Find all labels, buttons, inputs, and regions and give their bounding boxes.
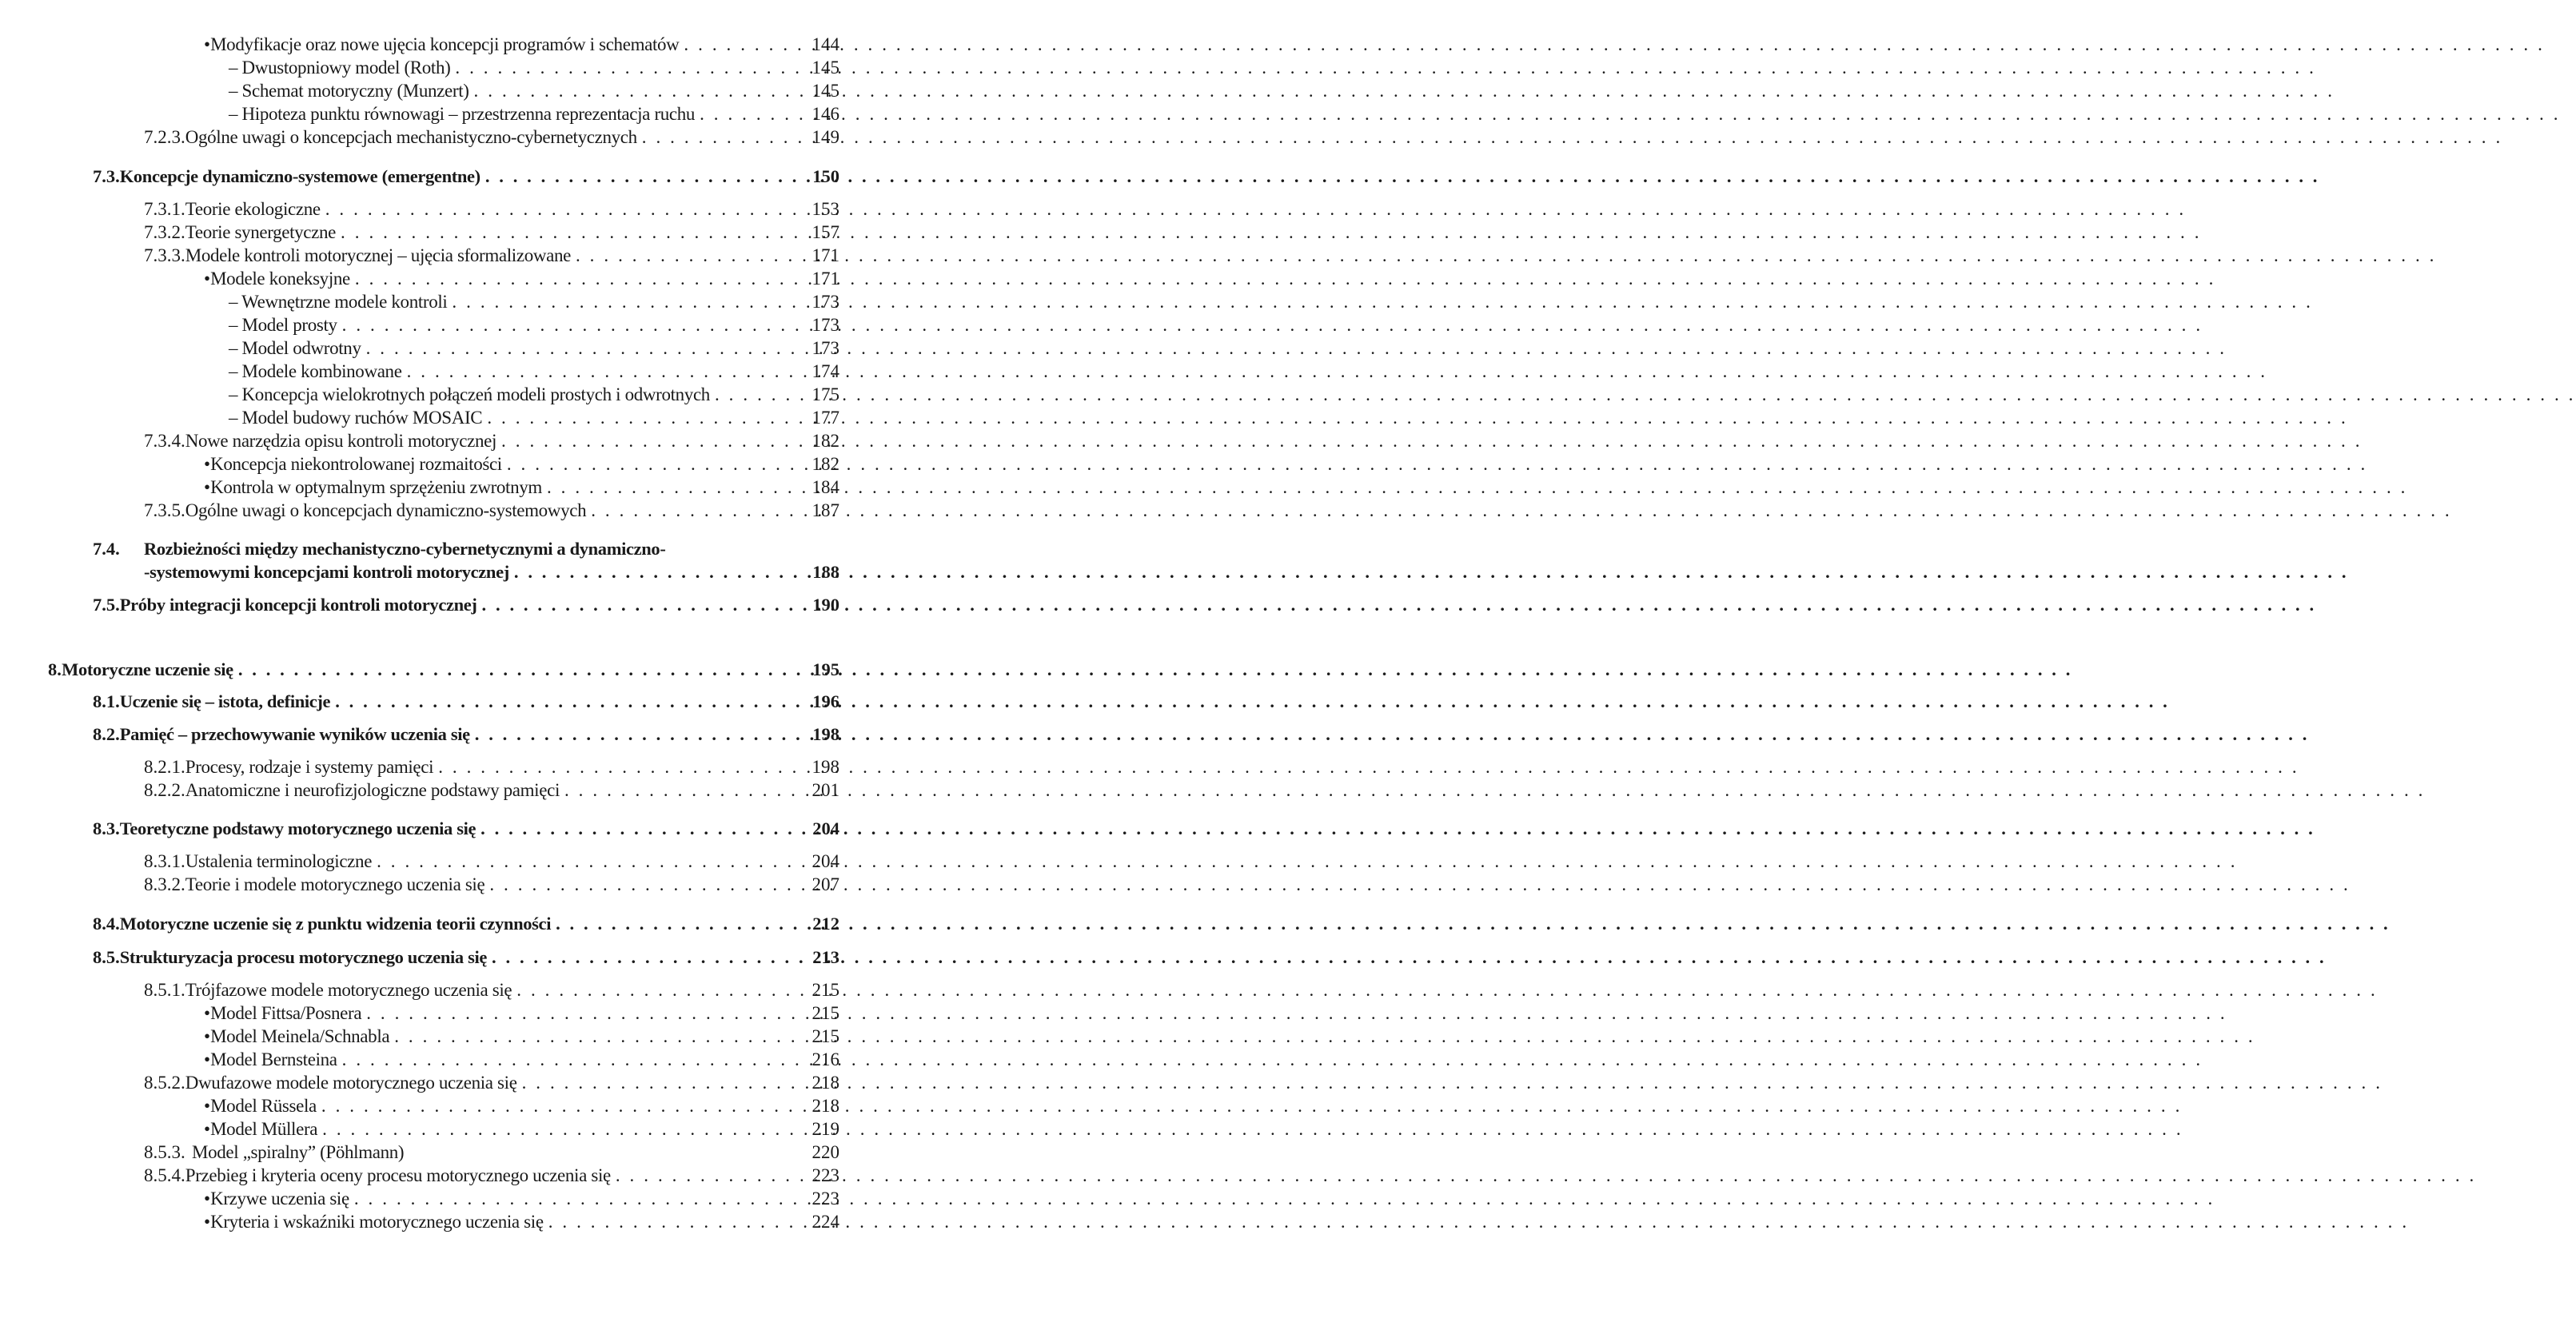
toc-entry-title: – Hipoteza punktu równowagi – przestrzenna reprezentacja ruchu — [229, 104, 696, 124]
toc-entry-title: Motoryczne uczenie się z punktu widzenia teorii czynności — [119, 914, 552, 934]
toc-entry-page: 198 — [811, 757, 839, 777]
dot-leader — [455, 57, 798, 79]
toc-entry-title: Koncepcja niekontrolowanej rozmaitości — [210, 454, 502, 474]
toc-entry — [204, 1025, 839, 1048]
toc-entry-page: 198 — [812, 724, 839, 744]
toc-entry-page: 215 — [811, 980, 839, 1000]
dot-leader — [366, 1002, 798, 1025]
toc-entry-page: 224 — [811, 1212, 839, 1232]
toc-entry — [204, 1188, 839, 1210]
bullet-icon: • — [204, 477, 211, 497]
bullet-icon: • — [204, 1003, 211, 1023]
toc-entry-page: 215 — [811, 1026, 839, 1046]
dot-leader — [341, 221, 798, 244]
bullet-icon: • — [204, 1026, 211, 1046]
bullet-icon: • — [204, 269, 211, 289]
toc-entry — [204, 1002, 839, 1025]
dot-leader — [355, 268, 798, 290]
toc-entry — [229, 407, 839, 429]
toc-entry-number: 8.2. — [93, 724, 120, 744]
toc-entry-title: Modele koneksyjne — [210, 269, 350, 289]
bullet-icon: • — [204, 1212, 211, 1232]
toc-entry-page: 173 — [811, 315, 839, 335]
toc-entry — [93, 818, 839, 840]
toc-entry-page: 188 — [812, 562, 839, 582]
bullet-icon: • — [204, 454, 211, 474]
toc-entry — [144, 561, 839, 583]
toc-entry-title: Model „spiralny” (Pöhlmann) — [192, 1142, 405, 1162]
toc-entry-page: 204 — [812, 818, 839, 838]
toc-entry-page: 146 — [811, 104, 839, 124]
dot-leader — [616, 1165, 798, 1187]
toc-entry-number: 8.2.2. — [144, 780, 185, 800]
dot-leader — [547, 476, 798, 499]
toc-entry — [204, 476, 839, 499]
toc-entry-page: 196 — [812, 691, 839, 711]
dot-leader — [556, 913, 798, 935]
toc-entry-page: 223 — [811, 1189, 839, 1209]
toc-entry-page: 145 — [811, 81, 839, 101]
toc-entry — [144, 126, 839, 149]
toc-entry-number: 7.3.2. — [144, 222, 185, 242]
dot-leader — [507, 453, 798, 476]
dot-leader — [452, 291, 798, 313]
toc-entry-number: 7.3.3. — [144, 245, 185, 265]
dot-leader — [321, 1095, 798, 1117]
toc-entry — [229, 384, 839, 406]
toc-entry-number: 7.3.1. — [144, 199, 185, 219]
toc-entry-number: 8.1. — [93, 691, 120, 711]
toc-entry — [93, 723, 839, 746]
toc-entry-page: 145 — [811, 58, 839, 78]
toc-entry-page: 171 — [811, 245, 839, 265]
toc-entry — [48, 659, 839, 681]
toc-entry-number: 8.2.1. — [144, 757, 185, 777]
toc-entry — [144, 1072, 839, 1094]
toc-entry-page: 218 — [811, 1096, 839, 1116]
toc-entry — [93, 913, 839, 935]
toc-entry — [229, 57, 839, 79]
dot-leader — [501, 430, 798, 452]
dot-leader — [489, 874, 798, 896]
table-of-contents — [0, 0, 889, 1330]
toc-entry-page: 144 — [811, 34, 839, 54]
toc-entry-number: 8.3. — [93, 818, 120, 838]
toc-entry-page: 219 — [811, 1119, 839, 1139]
dot-leader — [715, 384, 798, 406]
toc-entry-page: 215 — [811, 1003, 839, 1023]
toc-entry-page: 220 — [811, 1142, 839, 1162]
toc-entry-title: Pamięć – przechowywanie wyników uczenia się — [119, 724, 470, 744]
toc-entry — [144, 198, 839, 221]
toc-entry — [144, 850, 839, 873]
toc-entry-title: Model Rüssela — [210, 1096, 317, 1116]
toc-entry — [229, 103, 839, 125]
dot-leader — [354, 1188, 798, 1210]
dot-leader — [642, 126, 798, 149]
toc-entry — [144, 1141, 839, 1164]
toc-entry-page: 157 — [811, 222, 839, 242]
toc-entry-title: Strukturyzacja procesu motorycznego uczenia się — [119, 947, 488, 967]
toc-entry-title: Rozbieżności między mechanistyczno-cybernetycznymi a dynamiczno- — [144, 539, 666, 559]
dot-leader — [522, 1072, 798, 1094]
dot-leader — [482, 594, 798, 616]
dot-leader — [492, 946, 798, 969]
toc-entry-number: 8.5.3. — [144, 1142, 185, 1162]
toc-entry — [93, 946, 839, 969]
dot-leader — [474, 80, 798, 102]
toc-entry-title: Teorie synergetyczne — [185, 222, 337, 242]
toc-entry-number: 8.5.2. — [144, 1073, 185, 1093]
dot-leader — [487, 407, 798, 429]
toc-entry-title: – Model budowy ruchów MOSAIC — [229, 408, 483, 428]
bullet-icon: • — [204, 34, 211, 54]
toc-entry — [144, 979, 839, 1001]
toc-entry — [144, 221, 839, 244]
toc-entry-title: Uczenie się – istota, definicje — [119, 691, 331, 711]
toc-entry-page: 190 — [812, 595, 839, 615]
toc-entry-title: Motoryczne uczenie się — [62, 659, 233, 679]
toc-entry — [144, 779, 839, 802]
toc-entry-page: 153 — [811, 199, 839, 219]
dot-leader — [238, 659, 798, 681]
toc-entry-page: 201 — [811, 780, 839, 800]
toc-entry — [229, 314, 839, 336]
toc-entry-title: Przebieg i kryteria oceny procesu motorycznego uczenia się — [185, 1165, 611, 1185]
toc-entry-number: 7.2.3. — [144, 127, 185, 147]
dot-leader — [591, 500, 798, 522]
dot-leader — [475, 723, 798, 746]
toc-entry-page: 223 — [811, 1165, 839, 1185]
dot-leader — [684, 34, 798, 56]
toc-entry-title: Modele kontroli motorycznej – ujęcia sformalizowane — [185, 245, 571, 265]
toc-entry-title: Próby integracji koncepcji kontroli motorycznej — [119, 595, 477, 615]
dot-leader — [576, 245, 798, 267]
toc-entry-title: Model Müllera — [210, 1119, 318, 1139]
toc-entry-page: 173 — [811, 292, 839, 312]
dot-leader — [342, 1049, 798, 1071]
toc-entry-title: Anatomiczne i neurofizjologiczne podstawy pamięci — [185, 780, 560, 800]
toc-entry — [204, 1095, 839, 1117]
toc-entry-title: Teoretyczne podstawy motorycznego uczenia się — [119, 818, 477, 838]
toc-entry-page: 212 — [812, 914, 839, 934]
toc-entry-page: 182 — [811, 431, 839, 451]
toc-entry — [144, 874, 839, 896]
dot-leader — [516, 979, 798, 1001]
toc-entry-title: Dwufazowe modele motorycznego uczenia się — [185, 1073, 517, 1093]
bullet-icon: • — [204, 1119, 211, 1139]
toc-entry-page: 213 — [812, 947, 839, 967]
toc-entry-title: Teorie i modele motorycznego uczenia się — [185, 874, 485, 894]
toc-entry-title: Modyfikacje oraz nowe ujęcia koncepcji programów i schematów — [210, 34, 680, 54]
dot-leader — [438, 756, 798, 778]
toc-entry — [144, 245, 839, 267]
toc-entry-title: Model Meinela/Schnabla — [210, 1026, 390, 1046]
toc-entry-page: 173 — [811, 338, 839, 358]
toc-entry-number: 7.4. — [93, 539, 120, 559]
toc-entry-page: 149 — [811, 127, 839, 147]
toc-entry-page: 177 — [811, 408, 839, 428]
toc-entry-page: 182 — [811, 454, 839, 474]
toc-entry-title: – Modele kombinowane — [229, 361, 402, 381]
toc-entry — [229, 360, 839, 383]
toc-entry-page: 204 — [811, 851, 839, 871]
dot-leader — [481, 818, 798, 840]
toc-entry-title: – Dwustopniowy model (Roth) — [229, 58, 451, 78]
toc-entry-title: Ustalenia terminologiczne — [185, 851, 373, 871]
dot-leader — [514, 561, 798, 583]
toc-entry — [229, 80, 839, 102]
toc-entry-title: Model Fittsa/Posnera — [210, 1003, 362, 1023]
toc-entry-page: 175 — [811, 384, 839, 404]
toc-entry-title: Procesy, rodzaje i systemy pamięci — [185, 757, 434, 777]
toc-entry — [144, 500, 839, 522]
toc-entry-number: 8.5.4. — [144, 1165, 185, 1185]
toc-entry-title: – Schemat motoryczny (Munzert) — [229, 81, 469, 101]
dot-leader — [548, 1211, 798, 1233]
toc-entry — [204, 1211, 839, 1233]
toc-entry — [204, 268, 839, 290]
toc-entry-title: Kryteria i wskaźniki motorycznego uczenia się — [210, 1212, 544, 1232]
toc-entry-page: 150 — [812, 166, 839, 186]
toc-entry-page: 184 — [811, 477, 839, 497]
toc-entry-page: 171 — [811, 269, 839, 289]
toc-entry — [204, 1118, 839, 1141]
bullet-icon: • — [204, 1049, 211, 1069]
toc-entry — [93, 165, 839, 188]
toc-entry — [93, 691, 839, 713]
bullet-icon: • — [204, 1096, 211, 1116]
dot-leader — [322, 1118, 798, 1141]
toc-entry-title: Ogólne uwagi o koncepcjach dynamiczno-systemowych — [185, 500, 587, 520]
toc-entry-title: Nowe narzędzia opisu kontroli motorycznej — [185, 431, 497, 451]
toc-entry-number: 8. — [48, 659, 62, 679]
toc-entry-title: Model Bernsteina — [210, 1049, 337, 1069]
toc-entry — [93, 538, 839, 560]
bullet-icon: • — [204, 1189, 211, 1209]
toc-entry-page: 187 — [811, 500, 839, 520]
toc-entry-number: 8.4. — [93, 914, 120, 934]
toc-entry-title: – Wewnętrzne modele kontroli — [229, 292, 448, 312]
toc-entry-page: 195 — [812, 659, 839, 679]
dot-leader — [366, 337, 798, 360]
dot-leader — [377, 850, 798, 873]
toc-entry-page: 174 — [811, 361, 839, 381]
toc-entry-title: Kontrola w optymalnym sprzężeniu zwrotnym — [210, 477, 542, 497]
toc-entry-number: 8.3.1. — [144, 851, 185, 871]
toc-entry — [204, 34, 839, 56]
dot-leader — [335, 691, 798, 713]
toc-entry-number: 8.3.2. — [144, 874, 185, 894]
dot-leader — [394, 1025, 798, 1048]
toc-entry-number: 8.5.1. — [144, 980, 185, 1000]
toc-entry — [144, 756, 839, 778]
toc-entry-number: 7.3.5. — [144, 500, 185, 520]
toc-entry — [229, 337, 839, 360]
toc-entry-number: 7.5. — [93, 595, 120, 615]
toc-entry-title: Trójfazowe modele motorycznego uczenia się — [185, 980, 512, 1000]
dot-leader — [700, 103, 798, 125]
dot-leader — [485, 165, 798, 188]
toc-entry-title: – Koncepcja wielokrotnych połączeń modeli prostych i odwrotnych — [229, 384, 710, 404]
toc-entry-page: 207 — [811, 874, 839, 894]
dot-leader — [407, 360, 798, 383]
toc-entry-page: 216 — [811, 1049, 839, 1069]
dot-leader — [564, 779, 798, 802]
toc-entry-title: Ogólne uwagi o koncepcjach mechanistyczno-cybernetycznych — [185, 127, 637, 147]
dot-leader — [342, 314, 798, 336]
toc-entry — [229, 291, 839, 313]
toc-entry-number: 8.5. — [93, 947, 120, 967]
toc-entry-title: Teorie ekologiczne — [185, 199, 321, 219]
toc-entry — [144, 430, 839, 452]
dot-leader — [325, 198, 798, 221]
toc-entry-title: – Model odwrotny — [229, 338, 361, 358]
toc-entry-number: 7.3.4. — [144, 431, 185, 451]
toc-entry — [93, 594, 839, 616]
toc-entry — [204, 453, 839, 476]
toc-entry-title: – Model prosty — [229, 315, 337, 335]
toc-entry-title: Krzywe uczenia się — [210, 1189, 349, 1209]
toc-entry — [144, 1165, 839, 1187]
toc-entry-number: 7.3. — [93, 166, 120, 186]
toc-entry — [204, 1049, 839, 1071]
toc-entry-title: Koncepcje dynamiczno-systemowe (emergentne) — [119, 166, 481, 186]
toc-entry-title: -systemowymi koncepcjami kontroli motorycznej — [144, 562, 509, 582]
toc-entry-page: 218 — [811, 1073, 839, 1093]
